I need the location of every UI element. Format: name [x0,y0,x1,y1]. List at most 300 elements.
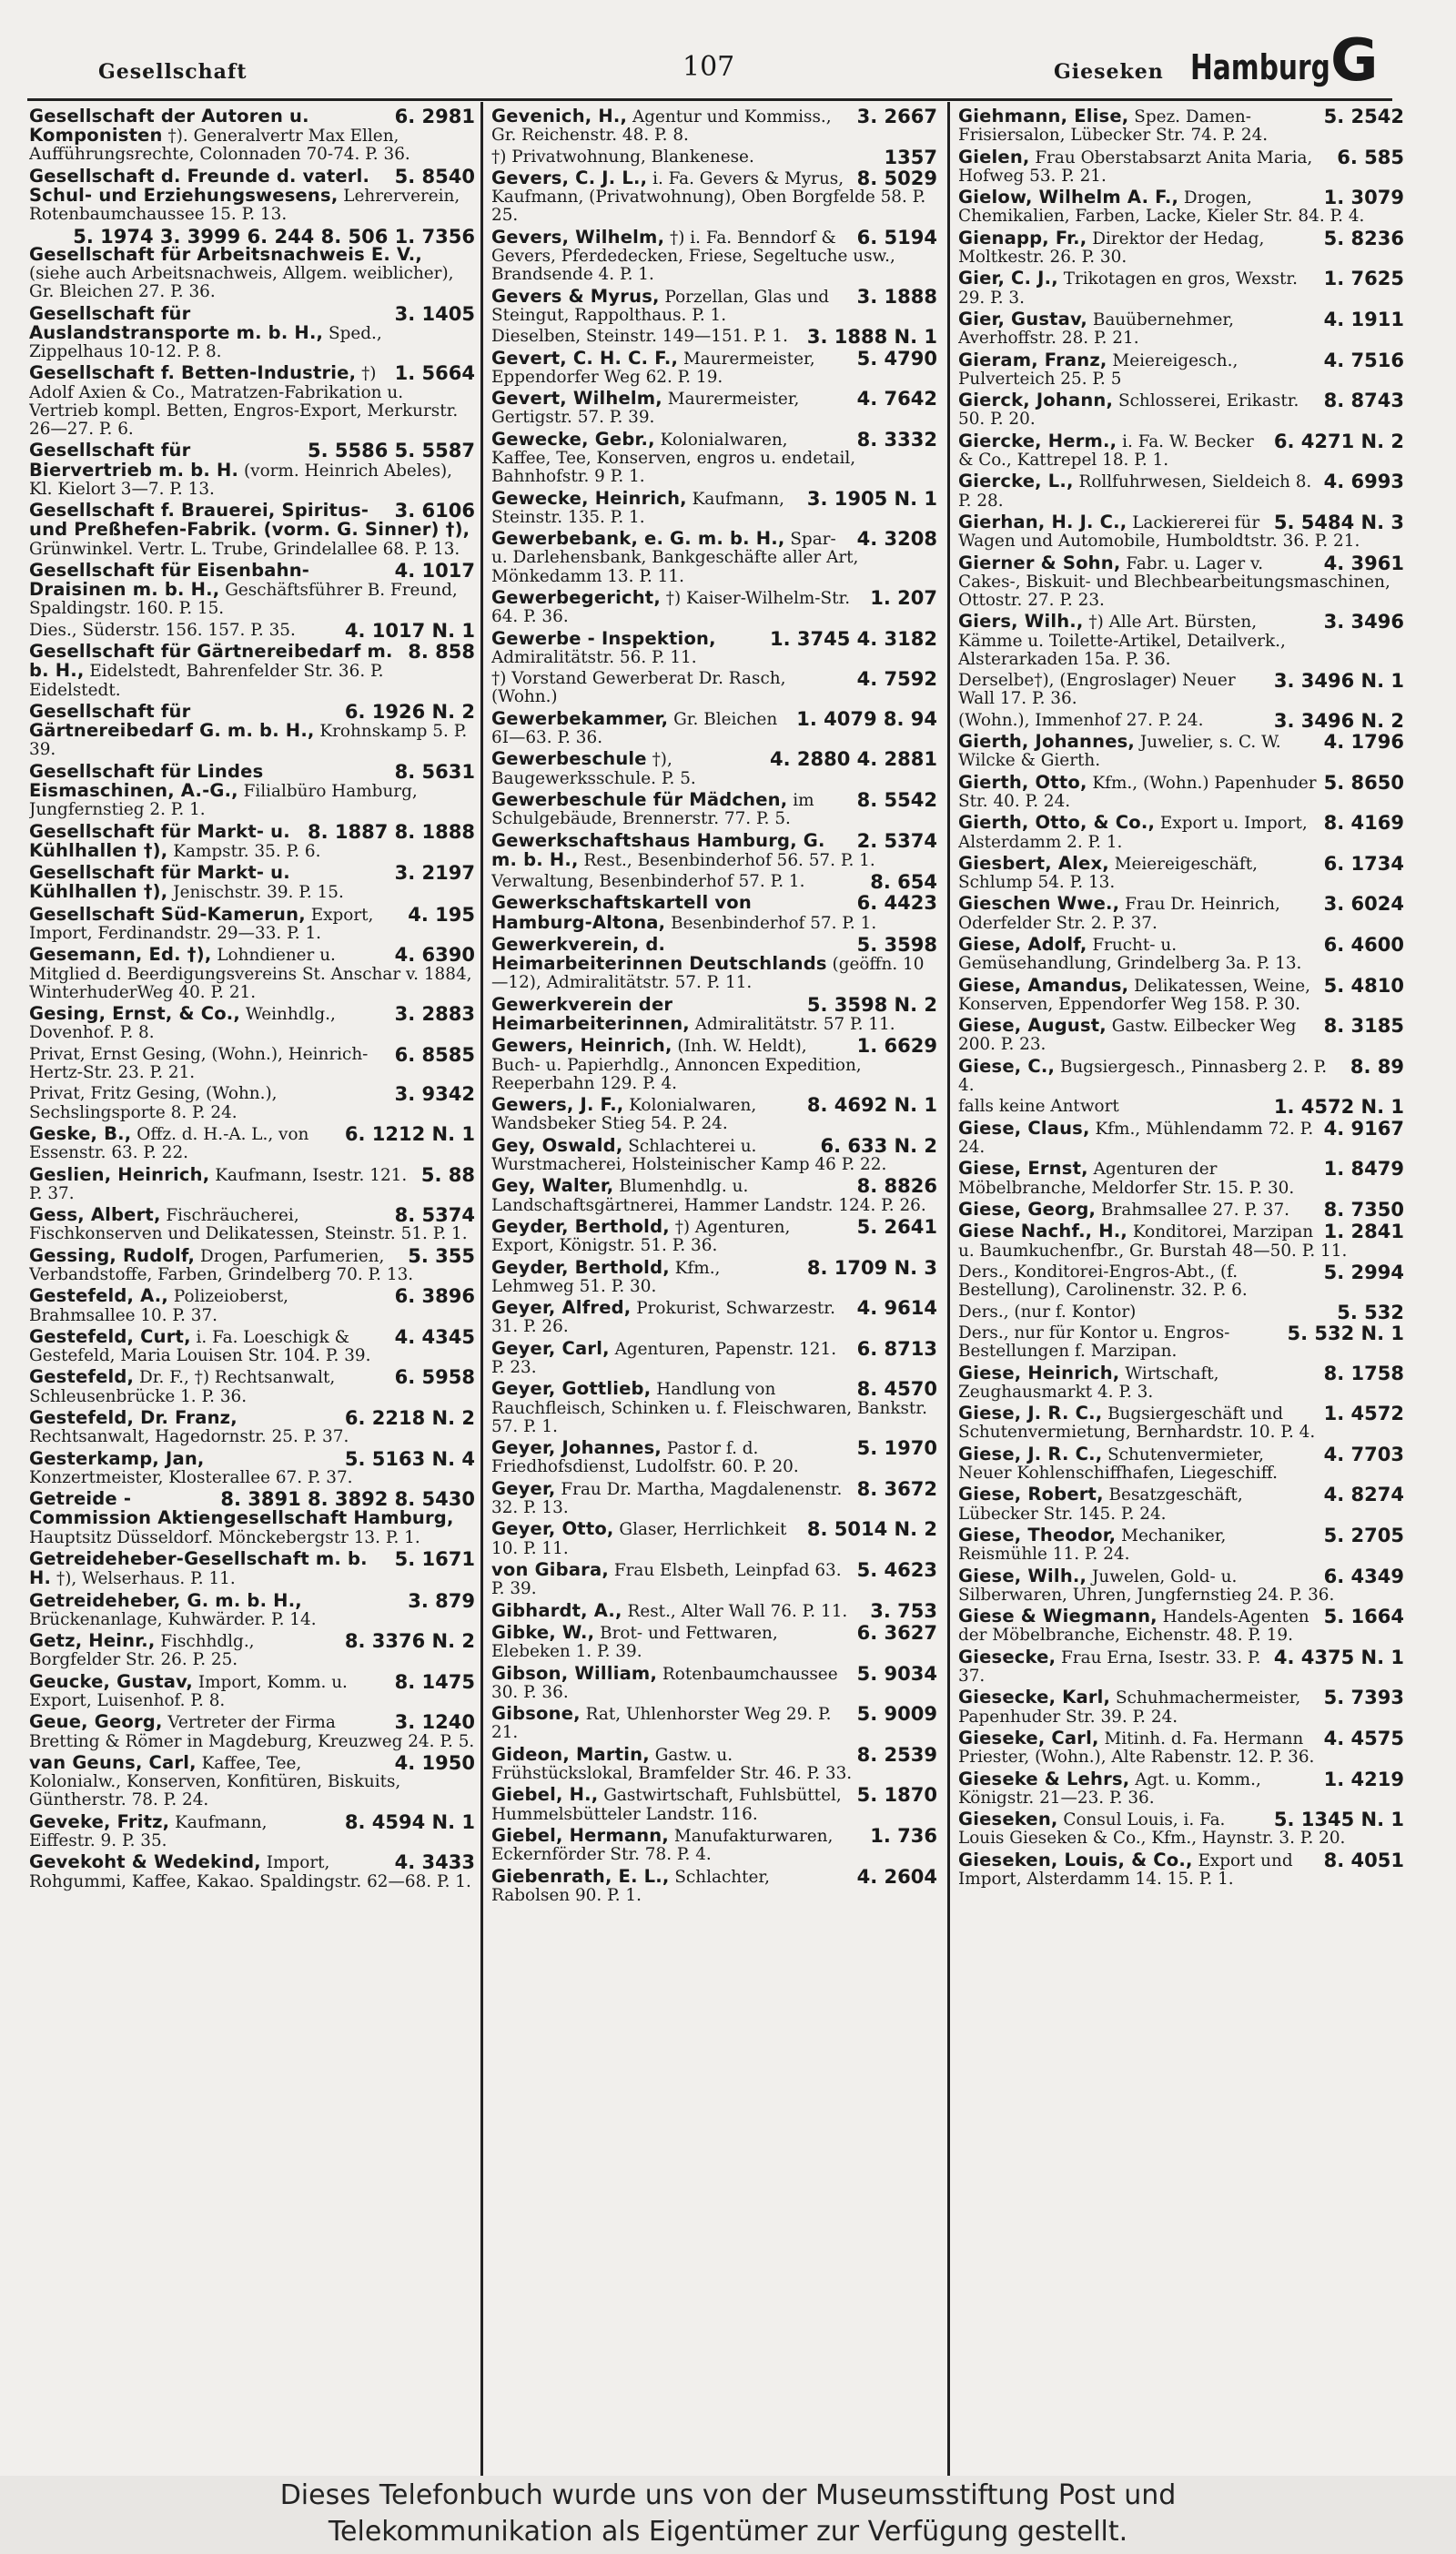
directory-entry [29,1122,475,1163]
entry-phone: 6. 5194 [856,226,937,248]
directory-entry [958,672,1404,708]
entry-name: Gier, C. J., [958,268,1058,289]
entry-phone: 3. 2667 [856,107,937,127]
entry-details: Gastw. u. Frühstückslokal, Bramfelder Str. 46. P. 33. [491,1745,853,1783]
entry-phone: 8. 1475 [394,1670,475,1693]
column-divider [480,102,483,2478]
directory-entry [958,1810,1404,1848]
entry-phone: 5. 7393 [1323,1687,1404,1709]
directory-entry [491,1561,937,1598]
entry-name: Geslien, Heinrich, [29,1163,210,1185]
entry-name: Geyder, Berthold, [491,1216,670,1238]
entry-phone: 3. 3496 [1323,611,1404,633]
entry-name: Gevers & Myrus, [491,285,660,307]
entry-phone: 3. 879 [408,1589,475,1612]
entry-phone: 4. 3961 [1323,552,1404,574]
entry-details: Mitinh. d. Fa. Hermann Priester, (Wohn.), Alte Rabenstr. 12. P. 36. [958,1728,1315,1768]
directory-entry [29,1085,475,1121]
entry-phone: 3. 9342 [394,1083,475,1106]
entry-phone: 1. 207 [870,586,937,609]
entry-details: i. Fa. Gevers & Myrus, Kaufmann, (Privatwohnung), Oben Borgfelde 58. P. 25. [491,168,926,226]
entry-details: (geöffn. 10—12), Admiralitätstr. 57. P. 11. [491,955,925,993]
entry-details: †) Alle Art. Bürsten, Kämme u. Toilette-Artikel, Detailverk., Alsterarkaden 15a. P. 36. [958,613,1286,669]
entry-details: Kampstr. 35. P. 6. [173,841,321,861]
entry-name: Gewerbe - Inspektion, [491,627,716,649]
directory-entry [29,700,475,760]
entry-details: Kolonialwaren, Kaffee, Tee, Konserven, engros u. endetail, Bahnhofstr. 9 P. 1. [491,430,856,487]
directory-entry [491,285,937,325]
entry-details: Export und Import, Alsterdamm 14. 15. P. 1. [958,1850,1293,1889]
entry-details: Kaffee, Tee, Kolonialw., Konserven, Konfitüren, Biskuits, Güntherstr. 78. P. 24. [29,1754,401,1810]
entry-details: Dieselben, Steinstr. 149—151. P. 1. [491,327,788,347]
entry-details: Fischräucherei, Fischkonserven und Delikatessen, Steinstr. 51. P. 1. [29,1206,468,1244]
entry-name: Gesellschaft für Auslandstransporte m. b. H., [29,302,324,343]
entry-details: Jenischstr. 39. P. 15. [173,883,344,903]
directory-entry [491,788,937,829]
entry-details: Agenturen der Möbelbranche, Meldorfer Str. 15. P. 30. [958,1160,1295,1198]
entry-name: Giese, Adolf, [958,934,1087,956]
directory-entry [29,820,475,861]
directory-entry [958,1729,1404,1767]
entry-name: Gestefeld, A., [29,1285,169,1307]
entry-phone: 5. 5163 N. 4 [344,1447,475,1470]
directory-entry [491,1096,937,1133]
entry-phone: 4. 1796 [1323,731,1404,754]
entry-phone: 4. 1017 N. 1 [344,619,475,642]
entry-details: Bauübernehmer, Averhoffstr. 28. P. 21. [958,309,1234,349]
entry-phone: 6. 8585 [394,1043,475,1066]
directory-entry [491,148,937,167]
directory-entry [958,1201,1404,1220]
entry-details: Weinhdlg., Dovenhof. P. 8. [29,1005,336,1043]
entry-details: Frau Oberstabsarzt Anita Maria, Hofweg 53. P. 21. [958,147,1313,186]
entry-name: Gewerbegericht, [491,586,661,608]
directory-entry [491,530,937,586]
directory-entry [29,619,475,642]
entry-phone: 4. 2604 [856,1865,937,1888]
entry-phone: 8. 5014 N. 2 [806,1518,937,1541]
entry-name: Gesellschaft f. Brauerei, Spiritus- und Preßhefen-Fabrik. (vorm. G. Sinner) †), [29,500,470,541]
directory-entry [958,1770,1404,1808]
entry-details: Maurermeister, Eppendorfer Weg 62. P. 19. [491,349,815,387]
entry-name: Gesellschaft d. Freunde d. vaterl. Schul- und Erziehungswesens, [29,165,370,206]
entry-details: Handels-Agenten der Möbelbranche, Eichenstr. 48. P. 19. [958,1607,1309,1646]
directory-entry [958,188,1404,226]
entry-details: Rest., Besenbinderhof 56. 57. P. 1. [583,850,875,870]
entry-name: Giercke, L., [958,471,1074,492]
entry-name: Giers, Wilh., [958,611,1084,633]
entry-name: Giese, Ernst, [958,1158,1088,1180]
directory-entry [958,310,1404,348]
entry-phone: 8. 4692 N. 1 [806,1094,937,1117]
entry-phone: 3. 2197 [394,862,475,885]
header-right-keyword: Gieseken [1054,60,1164,84]
entry-phone: 1. 3745 4. 3182 [769,627,937,650]
entry-name: Giese, Amandus, [958,974,1129,996]
entry-phone: 3. 1905 N. 1 [806,487,937,510]
entry-phone: 8. 5542 [856,788,937,811]
entry-name: Gielen, [958,146,1030,167]
entry-phone: 5. 1671 [394,1548,475,1571]
entry-name: Gewerkschaftshaus Hamburg, G. m. b. H., [491,829,825,870]
entry-phone: 5. 2994 [1323,1262,1404,1284]
entry-details: Kaufmann, Steinstr. 135. P. 1. [491,489,784,527]
entry-name: Geyer, Carl, [491,1337,610,1359]
entry-phone: 4. 2880 4. 2881 [769,748,937,771]
entry-phone: 8. 654 [870,871,937,894]
directory-entry [958,107,1404,145]
directory-entry [958,974,1404,1014]
entry-details: Schlachter, Rabolsen 90. P. 1. [491,1867,770,1905]
entry-phone: 1. 2841 [1323,1221,1404,1243]
entry-details: Mechaniker, Reismühle 11. P. 24. [958,1525,1227,1565]
entry-details: Filialbüro Hamburg, Jungfernstieg 2. P. 1. [29,781,418,820]
entry-name: Gierth, Johannes, [958,731,1136,753]
directory-entry [491,1477,937,1518]
directory-entry [29,1490,475,1547]
entry-details: Rest., Alter Wall 76. P. 11. [627,1601,848,1621]
entry-phone: 6. 4423 [856,892,937,915]
directory-entry [491,1177,937,1214]
entry-name: van Geuns, Carl, [29,1752,197,1774]
entry-phone: 4. 1017 [394,559,475,582]
entry-details: †) Adolf Axien & Co., Matratzen-Fabrikation u. Vertrieb kompl. Betten, Engros-Export, Merkurstr. 26—27. P. 6. [29,364,459,439]
entry-phone: 2. 5374 [856,829,937,852]
entry-name: Gibhardt, A., [491,1599,622,1621]
directory-entry [958,1222,1404,1260]
entry-phone: 3. 3496 N. 1 [1273,670,1404,693]
entry-details: Grünwinkel. Vertr. L. Trube, Grindelallee 68. P. 13. [29,539,460,559]
entry-name: Gesellschaft für Markt- u. Kühlhallen †), [29,862,290,903]
directory-entry [491,1380,937,1436]
entry-name: Geucke, Gustav, [29,1670,194,1692]
directory-entry [29,502,475,559]
header-left-keyword: Gesellschaft [98,60,248,84]
entry-details: Maurermeister, Gertigstr. 57. P. 39. [491,390,800,428]
directory-entry [491,936,937,993]
entry-phone: 8. 1887 8. 1888 [307,820,475,843]
entry-details: Agt. u. Komm., Königstr. 21—23. P. 36. [958,1769,1261,1808]
entry-name: Gewerkverein, d. Heimarbeiterinnen Deutschlands [491,934,827,975]
entry-name: Getreideheber-Gesellschaft m. b. H. [29,1548,368,1589]
entry-phone: 4. 7592 [856,668,937,691]
entry-name: Giese, J. R. C., [958,1403,1103,1424]
directory-entry [491,1621,937,1662]
entry-phone: 4. 7703 [1323,1443,1404,1465]
entry-name: Gey, Walter, [491,1175,614,1197]
entry-details: †), Baugewerksschule. P. 5. [491,750,696,788]
entry-phone: 8. 2539 [856,1743,937,1766]
entry-phone: 1. 4572 N. 1 [1273,1096,1404,1119]
directory-entry [958,1485,1404,1523]
entry-details: Admiralitätstr. 56. P. 11. [491,647,697,667]
entry-name: Gevekoht & Wedekind, [29,1851,261,1873]
entry-details: Spar- u. Darlehensbank, Bankgeschäfte aller Art, Mönkedamm 13. P. 11. [491,530,859,586]
entry-details: Kfm., Lehmweg 51. P. 30. [491,1258,721,1296]
entry-details: (siehe auch Arbeitsnachweis, Allgem. weiblicher), Gr. Bleichen 27. P. 36. [29,264,454,302]
entry-phone: 5. 1870 [856,1784,937,1807]
entry-name: Gewerbeschule für Mädchen, [491,788,788,810]
entry-details: Porzellan, Glas und Steingut, Rappolthaus. P. 1. [491,287,830,325]
entry-phone: 1. 6629 [856,1035,937,1058]
entry-details: Glaser, Herrlichkeit 10. P. 11. [491,1520,787,1558]
entry-details: †) Kaiser-Wilhelm-Str. 64. P. 36. [491,588,851,627]
entry-name: Gesellschaft für Gärtnereibedarf G. m. b. H., [29,700,315,742]
entry-phone: 6. 5958 [394,1366,475,1389]
entry-phone: 3. 1405 [394,302,475,325]
entry-phone: 4. 1911 [1323,308,1404,330]
entry-details: Trikotagen en gros, Wexstr. 29. P. 3. [958,269,1298,308]
directory-entry [491,871,937,894]
entry-details: Drogen, Chemikalien, Farben, Lacke, Kieler Str. 84. P. 4. [958,188,1365,227]
directory-entry [29,1853,475,1890]
directory-entry [491,627,937,667]
directory-entry [958,554,1404,611]
directory-entry [958,1017,1404,1054]
entry-phone: 3. 2883 [394,1003,475,1026]
entry-phone: 4. 3208 [856,528,937,551]
header-letter: G [1330,27,1379,95]
entry-name: Gesellschaft für Lindes Eismaschinen, A.-G., [29,760,264,801]
directory-entry [958,1303,1404,1322]
entry-details: †) i. Fa. Benndorf & Gevers, Pferdedecken, Friese, Segeltuche usw., Brandsende 4. P. 1. [491,228,895,285]
entry-name: Gesellschaft für Markt- u. Kühlhallen †), [29,820,290,861]
footer-line-1: Dieses Telefonbuch wurde uns von der Museumsstiftung Post und [279,2479,1177,2511]
entry-phone: 5. 88 [420,1163,475,1186]
entry-name: Gestefeld, Curt, [29,1325,191,1347]
entry-name: Geyer, Gottlieb, [491,1378,652,1400]
entry-phone: 8. 7350 [1323,1199,1404,1221]
entry-name: Gewerbekammer, [491,707,669,729]
entry-phone: 6. 3896 [394,1285,475,1308]
entry-phone: 4. 7516 [1323,349,1404,371]
footer-line-2: Telekommunikation als Eigentümer zur Verfügung gestellt. [328,2516,1128,2548]
entry-details: Meiereigeschäft, Schlump 54. P. 13. [958,854,1258,893]
entry-name: Gieseken, Louis, & Co., [958,1849,1193,1870]
directory-entry [958,814,1404,851]
entry-name: Gevers, C. J. L., [491,167,648,188]
directory-entry [491,390,937,427]
entry-details: Consul Louis, i. Fa. Louis Gieseken & Co., Kfm., Haynstr. 3. P. 20. [958,1810,1346,1849]
entry-name: Giehmann, Elise, [958,107,1129,127]
entry-name: Giebel, Hermann, [491,1824,669,1846]
entry-phone: 1. 3079 [1323,187,1404,209]
directory-entry [958,432,1404,470]
directory-entry [491,428,937,487]
entry-phone: 8. 5631 [394,760,475,783]
entry-details: Frucht- u. Gemüsehandlung, Grindelberg 3a. P. 13. [958,936,1302,974]
entry-details: Spez. Damen-Frisiersalon, Lübecker Str. 74. P. 24. [958,107,1269,146]
entry-name: Giese, Robert, [958,1484,1104,1505]
directory-entry [491,1299,937,1336]
entry-details: Dr. F., †) Rechtsanwalt, Schleusenbrücke 1. P. 36. [29,1368,336,1406]
entry-phone: 3. 1888 [856,285,937,308]
directory-entry [958,1851,1404,1889]
entry-phone: 6. 1212 N. 1 [344,1122,475,1145]
entry-phone: 5. 2641 [856,1216,937,1239]
entry-phone: 6. 3627 [856,1621,937,1644]
entry-phone: 6. 585 [1337,146,1404,168]
entry-details: Geschäftsführer B. Freund, Spaldingstr. 160. P. 15. [29,581,458,619]
entry-details: falls keine Antwort [958,1097,1119,1117]
directory-entry [958,895,1404,932]
entry-details: Krohnskamp 5. P. 39. [29,722,468,760]
entry-name: Giesbert, Alex, [958,852,1109,874]
entry-phone: 1. 8479 [1323,1158,1404,1181]
entry-phone: 5. 8236 [1323,227,1404,249]
entry-details: Besenbinderhof 57. P. 1. [671,913,877,933]
entry-details: Offz. d. H.-A. L., von Essenstr. 63. P. 22. [29,1124,309,1163]
directory-entry [491,1599,937,1622]
entry-details: (Wohn.), Immenhof 27. P. 24. [958,710,1204,730]
directory-entry [958,733,1404,770]
entry-details: Fabr. u. Lager v. Cakes-, Biskuit- und Blechbearbeitungsmaschinen, Ottostr. 27. P. 23. [958,553,1390,610]
entry-name: Gestefeld, Dr. Franz, [29,1407,238,1429]
entry-phone: 8. 3672 [856,1477,937,1500]
entry-details: Schlosserei, Erikastr. 50. P. 20. [958,391,1299,430]
entry-details: Gastw. Eilbecker Weg 200. P. 23. [958,1017,1297,1055]
column-divider [947,102,950,2478]
entry-name: Gesellschaft für Gärtnereibedarf m. b. H., [29,641,393,682]
entry-details: Konditorei, Marzipan u. Baumkuchenfbr., Gr. Burstah 48—50. P. 11. [958,1222,1348,1261]
directory-entry [29,1589,475,1629]
entry-phone: 3. 1888 N. 1 [806,326,937,349]
entry-details: Drogen, Parfumerien, Verbandstoffe, Farben, Grindelberg 70. P. 13. [29,1246,414,1284]
entry-name: Gieseke, Carl, [958,1727,1099,1748]
entry-name: Getreide - Commission Aktiengesellschaft Hamburg, [29,1488,454,1529]
entry-details: Rotenbaumchaussee 30. P. 36. [491,1664,838,1702]
entry-phone: 6. 4600 [1323,934,1404,957]
directory-entry [29,1670,475,1711]
directory-entry [958,709,1404,732]
directory-entry [491,993,937,1035]
directory-entry [958,1445,1404,1483]
entry-phone: 5. 9034 [856,1662,937,1685]
directory-entry [958,1607,1404,1645]
directory-entry [29,1244,475,1284]
entry-name: Gesellschaft für Arbeitsnachweis E. V., [29,243,423,265]
directory-entry [958,613,1404,669]
entry-name: Gier, Gustav, [958,308,1087,329]
entry-phone: 4. 195 [408,903,475,926]
entry-name: Gevenich, H., [491,107,628,127]
directory-entry [29,903,475,943]
entry-name: Gieschen Wwe., [958,893,1120,915]
entry-details: Rollfuhrwesen, Sieldeich 8. P. 28. [958,472,1312,511]
entry-details: Brot- und Fettwaren, Elebeken 1. P. 39. [491,1623,778,1662]
entry-phone: 1. 7625 [1323,268,1404,290]
entry-details: Schuhmachermeister, Papenhuder Str. 39. P. 24. [958,1688,1301,1727]
entry-name: Gestefeld, [29,1366,135,1388]
entry-phone: 4. 3433 [394,1851,475,1874]
entry-details: Brückenanlage, Kuhwärder. P. 14. [29,1609,317,1629]
directory-entry [491,750,937,787]
directory-entry [29,559,475,619]
entry-details: Juwelier, s. C. W. Wilcke & Gierth. [958,733,1281,771]
directory-entry [491,326,937,349]
directory-entry [958,229,1404,267]
entry-phone: 3. 6024 [1323,893,1404,916]
entry-phone: 8. 4051 [1323,1849,1404,1871]
entry-details: Schutenvermieter, Neuer Kohlenschiffhafen, Liegeschiff. [958,1444,1279,1483]
entry-details: Kolonialwaren, Wandsbeker Stieg 54. P. 24. [491,1096,757,1134]
entry-name: Giese, August, [958,1015,1107,1037]
directory-entry [29,1713,475,1750]
entry-phone: 5. 532 [1337,1301,1404,1323]
entry-phone: 8. 5029 [856,167,937,189]
entry-name: Gewerkschaftskartell von Hamburg-Altona, [491,892,752,933]
directory-entry [958,852,1404,893]
directory-entry [29,441,475,499]
column-3 [958,107,1404,2465]
entry-phone: 5. 1345 N. 1 [1273,1809,1404,1831]
entry-details: Ders., nur für Kontor u. Engros-Bestellungen f. Marzipan. [958,1323,1230,1362]
directory-entry [491,107,937,145]
entry-name: Gierhan, H. J. C., [958,511,1127,532]
entry-phone: 5. 9009 [856,1703,937,1726]
entry-details: Direktor der Hedag, Moltkestr. 26. P. 30. [958,228,1265,267]
entry-details: Frau Dr. Heinrich, Oderfelder Str. 2. P. 37. [958,895,1280,933]
entry-phone: 8. 1709 N. 3 [806,1256,937,1279]
entry-details: Import, Komm. u. Export, Luisenhof. P. 8. [29,1672,348,1711]
entry-phone: 4. 6390 [394,944,475,967]
directory-entry [29,1550,475,1588]
entry-name: Giesecke, Karl, [958,1687,1111,1708]
entry-phone: 6. 4349 [1323,1565,1404,1587]
entry-name: Gesellschaft der Autoren u. Komponisten [29,107,309,147]
entry-details: Export u. Import, Alsterdamm 2. P. 1. [958,814,1308,852]
directory-entry [29,107,475,165]
directory-entry [29,864,475,902]
entry-name: Gielow, Wilhelm A. F., [958,187,1179,208]
directory-entry [491,347,937,387]
entry-name: Gienapp, Fr., [958,227,1087,248]
entry-details: Polizeioberst, Brahmsallee 10. P. 37. [29,1287,288,1325]
entry-phone: 4. 9167 [1323,1117,1404,1140]
entry-name: Gesellschaft für Biervertrieb m. b. H. [29,440,239,481]
entry-phone: 6. 1926 N. 2 [344,700,475,723]
entry-phone: 5. 1664 [1323,1606,1404,1628]
entry-name: Gesellschaft für Eisenbahn-Draisinen m. b. H., [29,559,310,601]
directory-entry [958,1263,1404,1300]
entry-phone: 3. 6106 [394,500,475,522]
entry-details: Derselbe†), (Engroslager) Neuer Wall 17. P. 36. [958,671,1236,709]
entry-phone: 1. 736 [870,1824,937,1847]
entry-details: Rechtsanwalt, Hagedornstr. 25. P. 37. [29,1427,349,1447]
directory-entry [491,1218,937,1255]
directory-entry [958,1526,1404,1564]
entry-phone: 6. 633 N. 2 [820,1134,937,1157]
entry-details: Hauptsitz Düsseldorf. Mönckebergstr 13. P. 1. [29,1527,420,1547]
directory-entry [491,1439,937,1476]
directory-entry [29,1409,475,1446]
directory-entry [491,1520,937,1557]
entry-name: Giesecke, [958,1646,1057,1667]
entry-name: Giercke, Herm., [958,430,1117,451]
directory-entry [491,169,937,226]
directory-entry [958,148,1404,186]
entry-name: Geyer, Otto, [491,1518,614,1540]
directory-entry [958,1364,1404,1402]
entry-details: Verwaltung, Besenbinderhof 57. P. 1. [491,872,805,892]
entry-details: im Schulgebäude, Brennerstr. 77. P. 5. [491,790,814,829]
entry-name: Giese & Wiegmann, [958,1606,1158,1627]
column-1 [29,107,475,2465]
entry-details: †) Privatwohnung, Blankenese. [491,147,754,167]
footer-notice [0,2476,1456,2554]
directory-entry [29,1632,475,1669]
entry-details: Brahmsallee 27. P. 37. [1101,1201,1290,1221]
